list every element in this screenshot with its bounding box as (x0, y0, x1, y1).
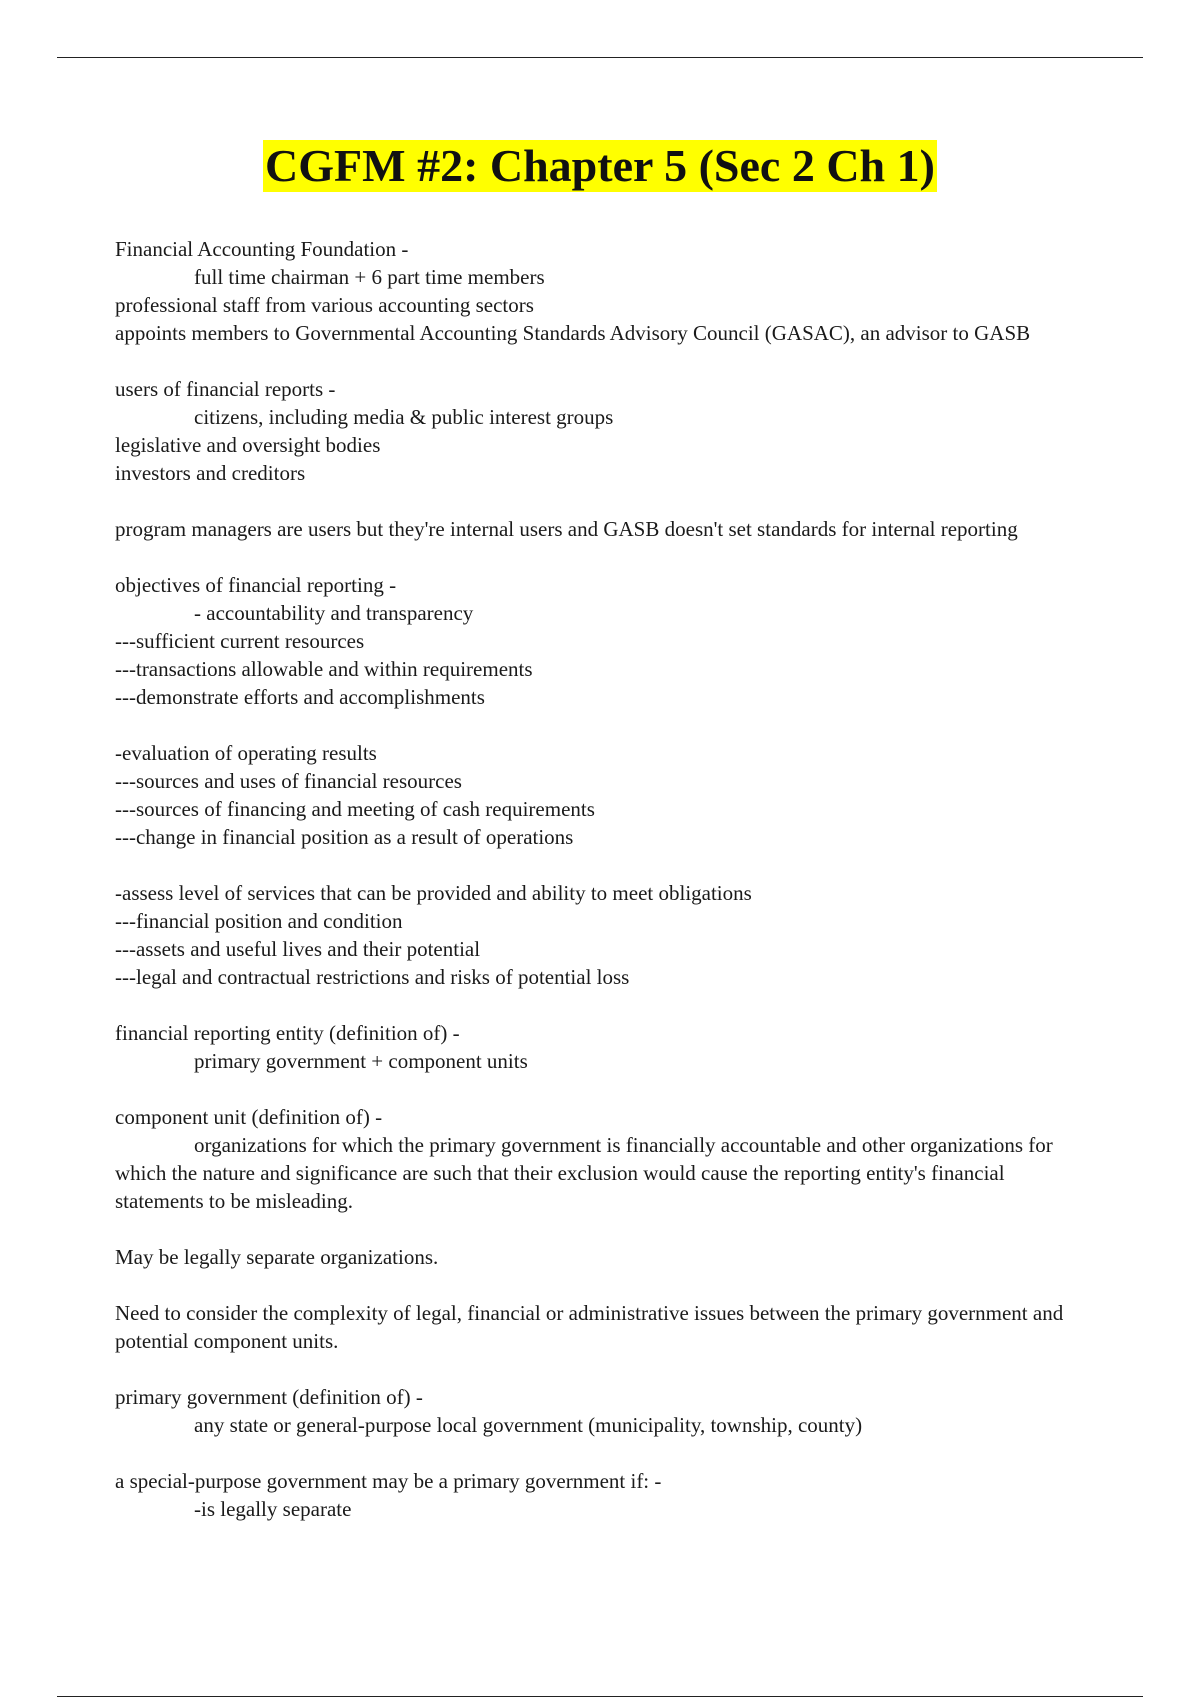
section-heading: a special-purpose government may be a primary government if: - (115, 1469, 662, 1493)
section-financial-reporting-entity (115, 1019, 1090, 1075)
body-line: ---sources of financing and meeting of cash requirements (115, 797, 595, 821)
body-line: ---transactions allowable and within requirements (115, 657, 533, 681)
section-complexity (115, 1299, 1090, 1355)
indented-line: full time chairman + 6 part time members (194, 265, 545, 289)
section-legally-separate (115, 1243, 1090, 1271)
section-assess-level-of-services (115, 879, 1090, 991)
section-users-of-financial-reports (115, 375, 1090, 487)
section-program-managers (115, 515, 1090, 543)
bottom-rule (57, 1696, 1143, 1697)
body-line: investors and creditors (115, 461, 306, 485)
section-heading: financial reporting entity (definition of) - (115, 1021, 460, 1045)
top-rule (57, 57, 1143, 58)
body-line: ---financial position and condition (115, 909, 403, 933)
body-line: ---assets and useful lives and their potential (115, 937, 481, 961)
body-paragraph: Need to consider the complexity of legal, financial or administrative issues between the primary government and potential component units. (115, 1301, 1064, 1353)
body-line: ---change in financial position as a result of operations (115, 825, 574, 849)
indented-line: primary government + component units (194, 1049, 528, 1073)
section-financial-accounting-foundation (115, 235, 1090, 347)
document-title: CGFM #2: Chapter 5 (Sec 2 Ch 1) (265, 140, 935, 191)
section-heading: Financial Accounting Foundation - (115, 237, 409, 261)
title-area (0, 140, 1200, 192)
body-line: ---sufficient current resources (115, 629, 365, 653)
section-heading: primary government (definition of) - (115, 1385, 423, 1409)
document-body (115, 235, 1090, 1551)
body-paragraph: May be legally separate organizations. (115, 1245, 439, 1269)
indented-line: -is legally separate (194, 1497, 352, 1521)
body-line: legislative and oversight bodies (115, 433, 381, 457)
body-paragraph: organizations for which the primary government is financially accountable and other organizations for which the nature and significance are such that their exclusion would cause the reporting entity's financial statements to be misleading. (115, 1133, 1053, 1213)
body-line: ---sources and uses of financial resources (115, 769, 462, 793)
section-evaluation-of-operating-results (115, 739, 1090, 851)
indented-line: citizens, including media & public interest groups (194, 405, 614, 429)
section-objectives (115, 571, 1090, 711)
section-heading: objectives of financial reporting - (115, 573, 397, 597)
body-line: -evaluation of operating results (115, 741, 377, 765)
body-line: -assess level of services that can be provided and ability to meet obligations (115, 881, 752, 905)
section-primary-government (115, 1383, 1090, 1439)
section-component-unit (115, 1103, 1090, 1215)
indented-line: - accountability and transparency (194, 601, 474, 625)
body-paragraph: program managers are users but they're internal users and GASB doesn't set standards for internal reporting (115, 517, 1018, 541)
body-line: ---demonstrate efforts and accomplishments (115, 685, 485, 709)
body-line: appoints members to Governmental Accounting Standards Advisory Council (GASAC), an advisor to GASB (115, 321, 1031, 345)
section-heading: component unit (definition of) - (115, 1105, 383, 1129)
section-special-purpose-government (115, 1467, 1090, 1523)
body-line: ---legal and contractual restrictions and risks of potential loss (115, 965, 630, 989)
indented-line: any state or general-purpose local government (municipality, township, county) (194, 1413, 863, 1437)
section-heading: users of financial reports - (115, 377, 336, 401)
body-line: professional staff from various accounting sectors (115, 293, 534, 317)
